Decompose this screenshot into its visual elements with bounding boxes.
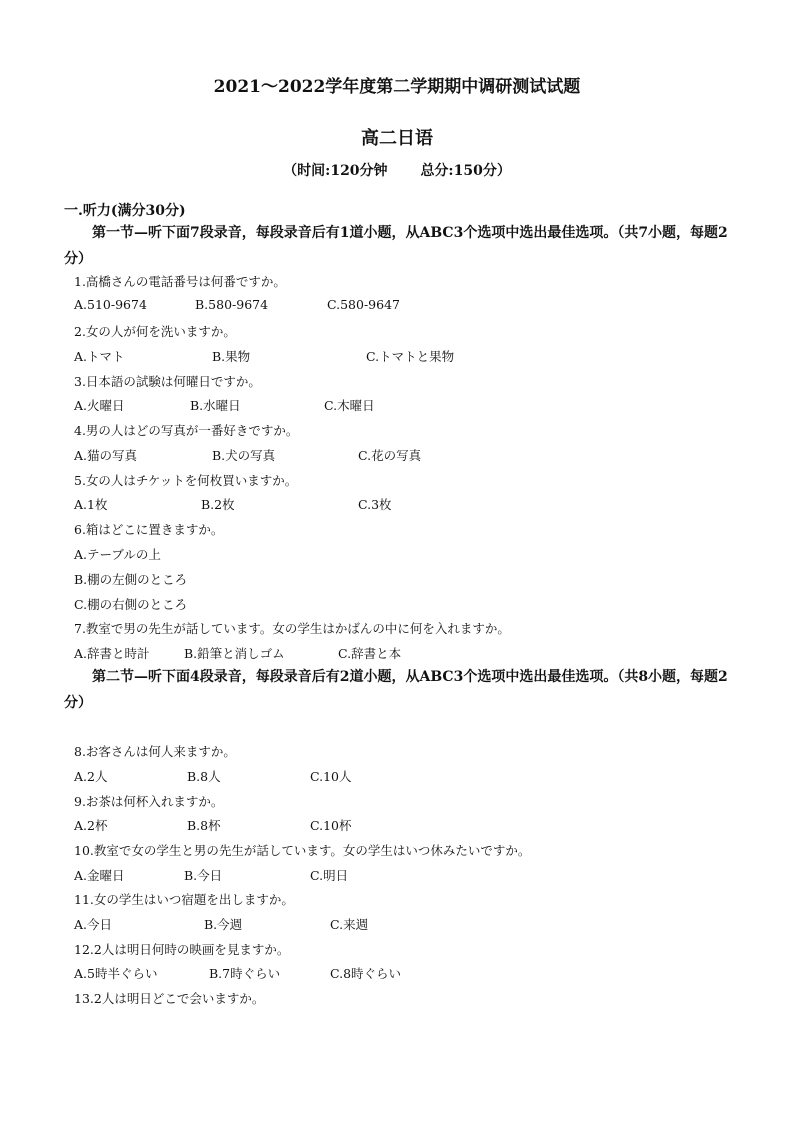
option-a: A.1枚 xyxy=(74,497,108,512)
option-b: B.580-9674 xyxy=(195,297,269,312)
question-2: 2.女の人が何を洗いますか。 xyxy=(74,324,236,339)
exam-title: 2021～2022学年度第二学期期中调研测试试题 xyxy=(213,77,581,97)
question-7: 7.教室で男の先生が話しています。女の学生はかばんの中に何を入れますか。 xyxy=(74,621,510,636)
option-b: B.2枚 xyxy=(201,497,235,512)
options-3 xyxy=(74,396,734,414)
question-1: 1.高橋さんの電話番号は何番ですか。 xyxy=(74,274,286,289)
option-b: B.水曜日 xyxy=(190,398,241,413)
question-6: 6.箱はどこに置きますか。 xyxy=(74,522,224,537)
question-8: 8.お客さんは何人来ますか。 xyxy=(74,744,236,759)
question-13: 13.2人は明日どこで会いますか。 xyxy=(74,991,265,1006)
option-c: C.明日 xyxy=(310,868,349,883)
option-c: C.3枚 xyxy=(358,497,392,512)
options-10 xyxy=(74,866,734,884)
options-5 xyxy=(74,495,734,513)
question-4: 4.男の人はどの写真が一番好きですか。 xyxy=(74,423,299,438)
option-b: B.棚の左側のところ xyxy=(74,572,188,587)
option-a: A.テーブルの上 xyxy=(74,547,161,562)
question-3: 3.日本語の試験は何曜日ですか。 xyxy=(74,374,261,389)
part2-instructions: 第二节—听下面4段录音，每段录音后有2道小题，从ABC3个选项中选出最佳选项。（共8小题，每题2分） xyxy=(64,669,728,711)
option-b: B.犬の写真 xyxy=(212,448,276,463)
option-c: C.トマトと果物 xyxy=(366,349,455,364)
exam-info xyxy=(0,160,794,180)
question-11: 11.女の学生はいつ宿題を出しますか。 xyxy=(74,892,294,907)
option-b: B.鉛筆と消しゴム xyxy=(184,646,285,661)
option-b: B.7時ぐらい xyxy=(209,966,281,981)
options-9 xyxy=(74,816,734,834)
option-a: A.2人 xyxy=(74,769,108,784)
part1-instructions: 第一节—听下面7段录音，每段录音后有1道小题，从ABC3个选项中选出最佳选项。（共7小题，每题2分） xyxy=(64,225,728,267)
options-2 xyxy=(74,347,734,365)
options-11 xyxy=(74,915,734,933)
option-b: B.今週 xyxy=(204,917,243,932)
option-b: B.果物 xyxy=(212,349,251,364)
option-c: C.棚の右側のところ xyxy=(74,597,188,612)
option-c: C.花の写真 xyxy=(358,448,422,463)
options-1 xyxy=(74,297,734,315)
option-a: A.5時半ぐらい xyxy=(74,966,158,981)
option-a: A.トマト xyxy=(74,349,125,364)
subject-title: 高二日语 xyxy=(361,128,433,149)
time-limit: （时间:120分钟 xyxy=(283,163,388,179)
question-9: 9.お茶は何杯入れますか。 xyxy=(74,794,224,809)
option-c: C.10杯 xyxy=(310,818,352,833)
option-c: C.来週 xyxy=(330,917,369,932)
section-heading-listening: 一.听力(满分30分) xyxy=(64,203,186,219)
question-12: 12.2人は明日何時の映画を見ますか。 xyxy=(74,942,290,957)
option-c: C.580-9647 xyxy=(327,297,400,312)
option-c: C.木曜日 xyxy=(324,398,375,413)
option-a: A.火曜日 xyxy=(74,398,125,413)
question-5: 5.女の人はチケットを何枚買いますか。 xyxy=(74,473,298,488)
option-a: A.510-9674 xyxy=(74,297,147,312)
option-c: C.10人 xyxy=(310,769,352,784)
total-score: 总分:150分） xyxy=(420,163,511,179)
option-b: B.今日 xyxy=(184,868,223,883)
option-a: A.辞書と時計 xyxy=(74,646,150,661)
option-c: C.8時ぐらい xyxy=(330,966,402,981)
options-8 xyxy=(74,767,734,785)
option-b: B.8杯 xyxy=(187,818,221,833)
option-b: B.8人 xyxy=(187,769,221,784)
option-a: A.2杯 xyxy=(74,818,108,833)
option-a: A.金曜日 xyxy=(74,868,125,883)
options-4 xyxy=(74,446,734,464)
option-a: A.今日 xyxy=(74,917,113,932)
option-c: C.辞書と本 xyxy=(338,646,402,661)
option-a: A.猫の写真 xyxy=(74,448,138,463)
options-12 xyxy=(74,964,734,982)
options-7 xyxy=(74,644,734,662)
question-10: 10.教室で女の学生と男の先生が話しています。女の学生はいつ休みたいですか。 xyxy=(74,843,531,858)
